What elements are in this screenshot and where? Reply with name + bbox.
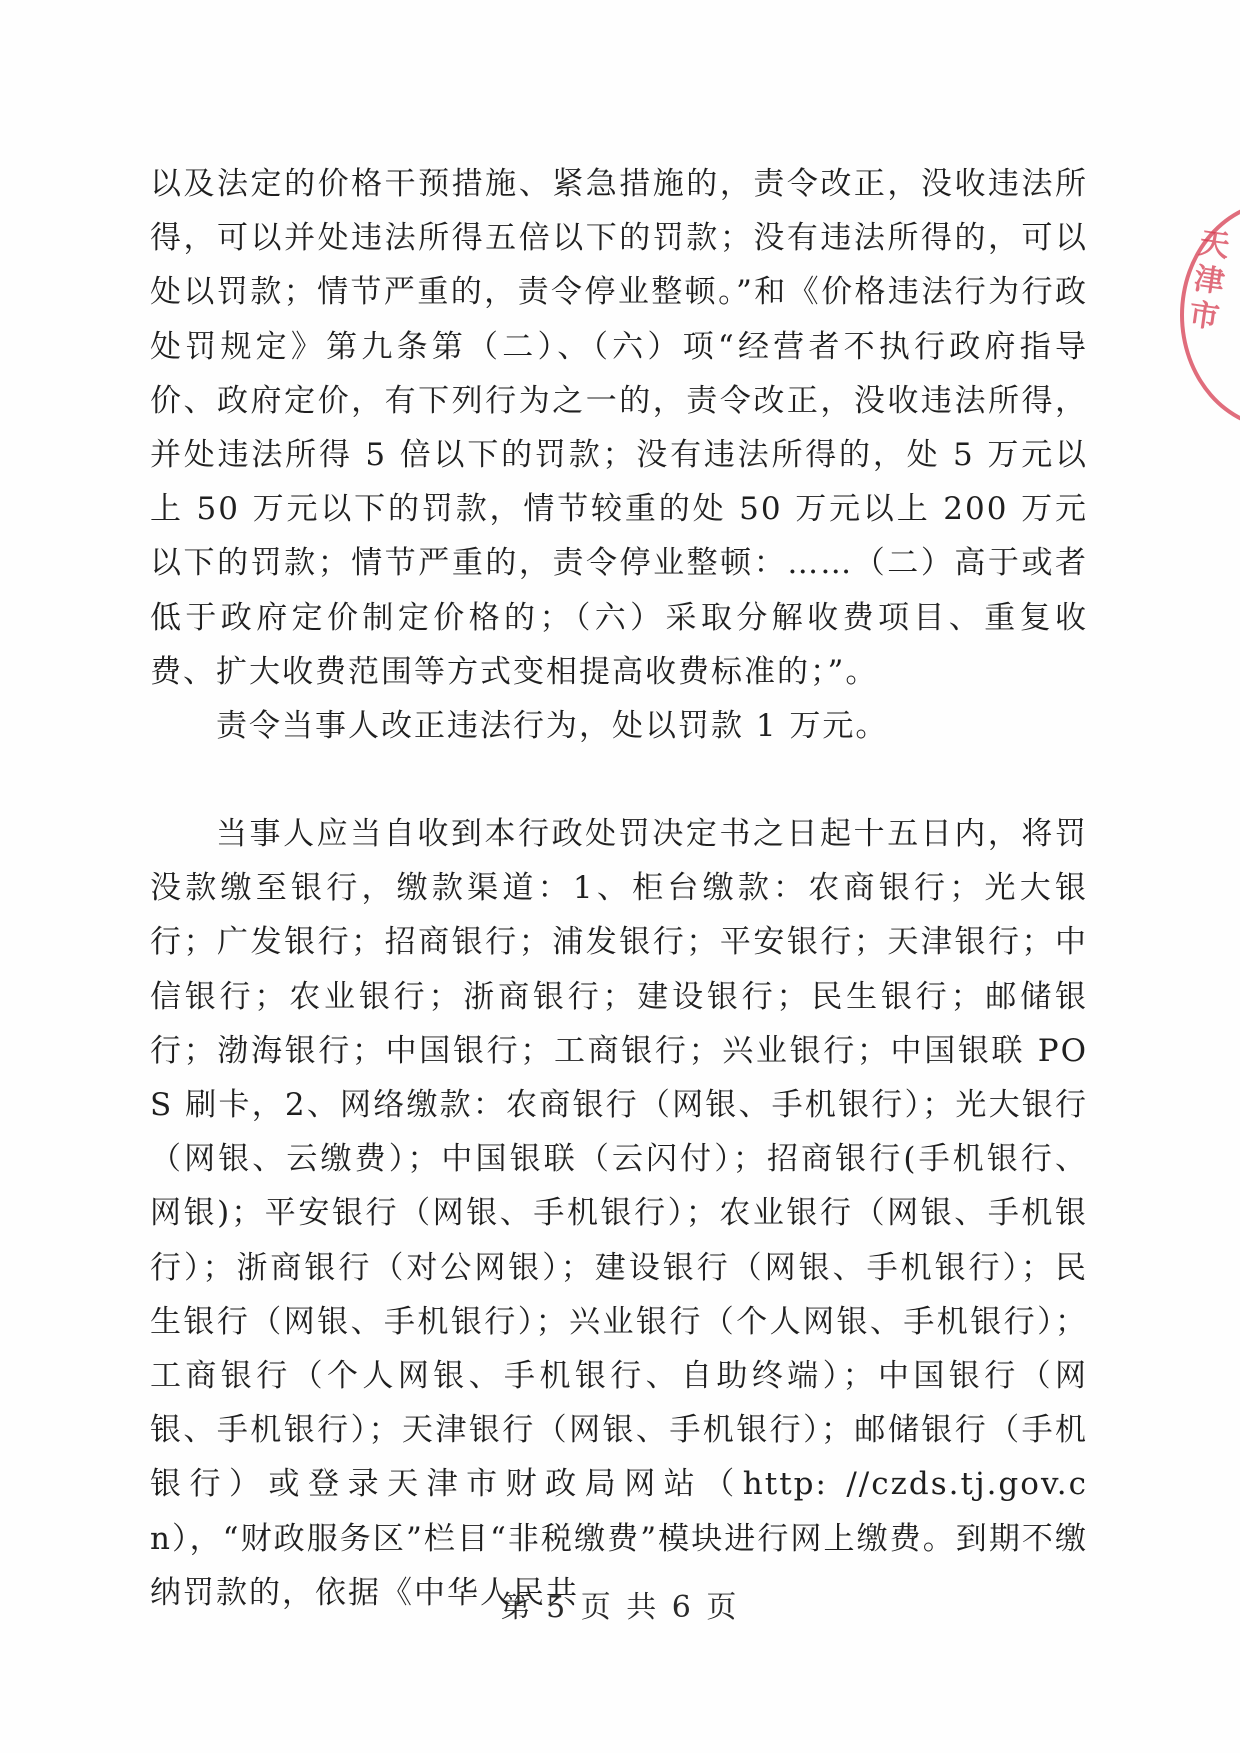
official-seal-fragment — [1180, 200, 1240, 430]
paragraph-legal-basis: 以及法定的价格干预措施、紧急措施的，责令改正，没收违法所得，可以并处违法所得五倍以下的罚款；没有违法所得的，可以处以罚款；情节严重的，责令停业整顿。”和《价格违法行为行政处罚规定》第九条第（二）、（六）项“经营者不执行政府指导价、政府定价，有下列行为之一的，责令改正，没收违法所得，并处违法所得 5 倍以下的罚款；没有违法所得的，处 5 万元以上 50 万元以下的罚款，情节较重的处 50 万元以上 200 万元以下的罚款；情节严重的，责令停业整顿：……（二）高于或者低于政府定价制定价格的；（六）采取分解收费项目、重复收费、扩大收费范围等方式变相提高收费标准的；”。 — [150, 166, 1088, 690]
seal-text: 天津市 — [1186, 225, 1232, 336]
body-text-upper — [150, 157, 1088, 753]
page-number-footer: 第 5 页 共 6 页 — [500, 1590, 740, 1625]
paragraph-payment-channels: 当事人应当自收到本行政处罚决定书之日起十五日内，将罚没款缴至银行，缴款渠道：1、柜台缴款：农商银行；光大银行；广发银行；招商银行；浦发银行；平安银行；天津银行；中信银行；农业银行；浙商银行；建设银行；民生银行；邮储银行；渤海银行；中国银行；工商银行；兴业银行；中国银联 POS 刷卡，2、网络缴款：农商银行（网银、手机银行）；光大银行（网银、云缴费）；中国银联（云闪付）；招商银行(手机银行、网银)；平安银行（网银、手机银行）；农业银行（网银、手机银行）；浙商银行（对公网银）；建设银行（网银、手机银行）；民生银行（网银、手机银行）；兴业银行（个人网银、手机银行）；工商银行（个人网银、手机银行、自助终端）；中国银行（网银、手机银行）；天津银行（网银、手机银行）；邮储银行（手机银行）或登录天津市财政局网站（http: //czds.tj.gov.cn），“财政服务区”栏目“非税缴费”模块进行网上缴费。到期不缴纳罚款的，依据《中华人民共 — [150, 816, 1088, 1611]
paragraph-penalty-decision: 责令当事人改正违法行为，处以罚款 1 万元。 — [216, 708, 889, 745]
body-text-lower — [150, 807, 1088, 1620]
